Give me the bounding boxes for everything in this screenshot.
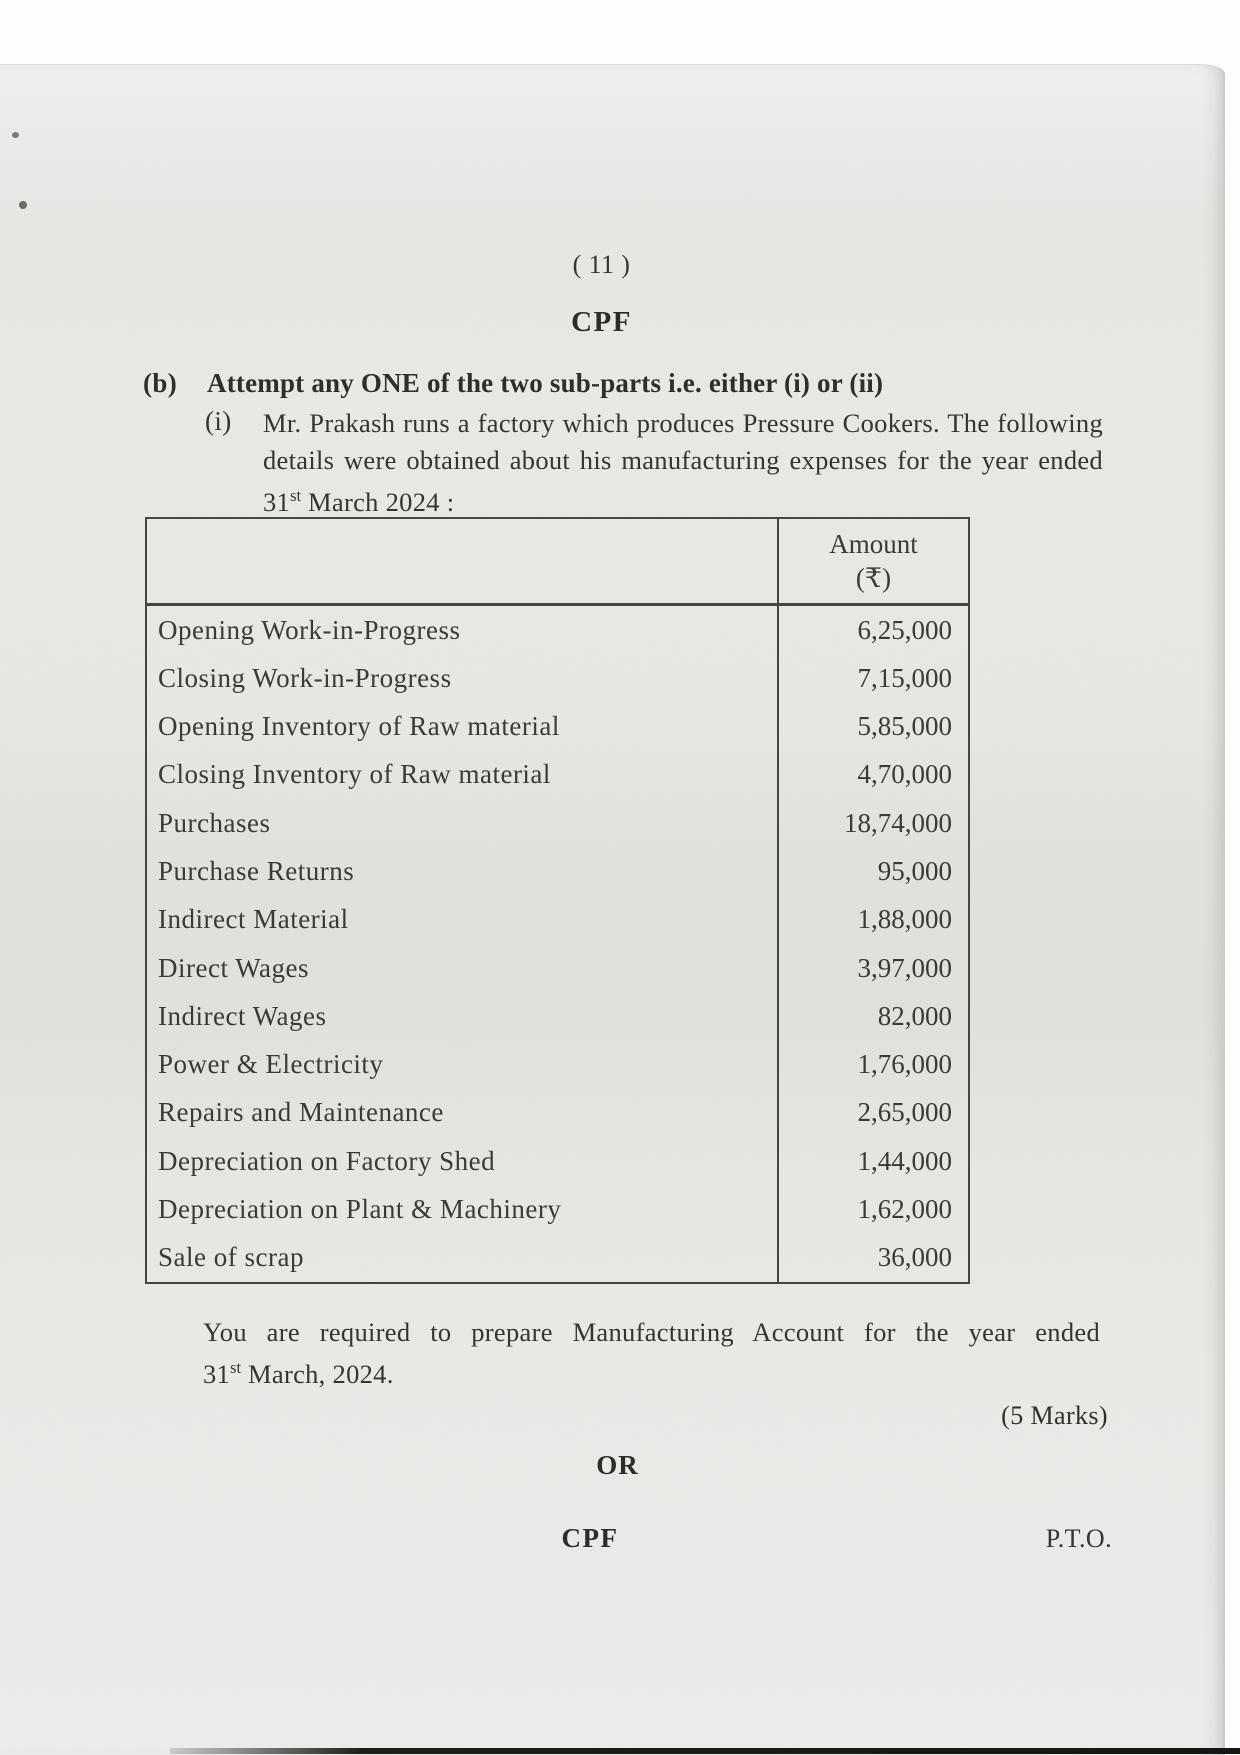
row-amount-value: 6,25,000 — [777, 606, 968, 654]
question-requirement-paragraph — [203, 1315, 1100, 1392]
table-row — [147, 847, 968, 895]
row-particular-label: Repairs and Maintenance — [158, 1097, 444, 1128]
or-divider: OR — [596, 1450, 639, 1480]
table-row — [147, 654, 968, 702]
paper-code-footer: CPF — [561, 1523, 619, 1553]
table-row — [147, 896, 968, 944]
row-amount-value: 3,97,000 — [777, 944, 968, 992]
page-number: ( 11 ) — [572, 250, 631, 279]
please-turn-over-label: P.T.O. — [1045, 1524, 1112, 1553]
row-particular-label: Power & Electricity — [158, 1049, 384, 1080]
row-particular-label: Purchase Returns — [158, 856, 355, 887]
intro-line-3 — [263, 478, 1103, 520]
table-header-amount-cell — [777, 519, 968, 603]
row-particular-label: Sale of scrap — [158, 1242, 304, 1273]
date-ordinal: st — [230, 1358, 242, 1377]
row-particular-label: Opening Inventory of Raw material — [158, 711, 560, 742]
row-amount-value: 5,85,000 — [777, 703, 968, 751]
scan-speck — [12, 132, 19, 138]
row-amount-value: 95,000 — [777, 847, 968, 895]
table-row — [147, 1137, 968, 1185]
question-intro-paragraph — [263, 405, 1103, 520]
intro-line-1: Mr. Prakash runs a factory which produces Pressure Cookers. The following — [263, 408, 1103, 438]
row-amount-value: 36,000 — [777, 1234, 968, 1282]
row-particular-label: Opening Work-in-Progress — [158, 614, 461, 645]
table-row — [147, 1185, 968, 1233]
row-amount-value: 7,15,000 — [777, 654, 968, 702]
table-row — [147, 944, 968, 992]
date-day: 31 — [263, 486, 291, 517]
row-amount-value: 4,70,000 — [777, 751, 968, 799]
row-particular-label: Purchases — [158, 807, 271, 838]
closing-line-1: You are required to prepare Manufacturing Account for the year ended — [203, 1317, 1100, 1347]
rupee-symbol-label: (₹) — [855, 563, 892, 593]
row-particular-label: Depreciation on Factory Shed — [158, 1145, 496, 1176]
table-row — [147, 703, 968, 751]
intro-line-2: details were obtained about his manufacturing expenses for the year ended — [263, 444, 1103, 475]
paper-code-header: CPF — [571, 306, 632, 338]
table-body — [147, 606, 968, 1282]
row-amount-value: 2,65,000 — [777, 1089, 968, 1137]
manufacturing-expenses-table — [145, 517, 970, 1284]
row-particular-label: Closing Inventory of Raw material — [158, 759, 551, 790]
subpart-label: (i) — [205, 406, 232, 436]
table-row — [147, 1234, 968, 1282]
question-part-heading: Attempt any ONE of the two sub-parts i.e. either (i) or (ii) — [207, 368, 884, 398]
closing-line-2 — [203, 1350, 1100, 1392]
row-particular-label: Closing Work-in-Progress — [158, 662, 452, 693]
row-amount-value: 18,74,000 — [777, 799, 968, 847]
table-row — [147, 992, 968, 1040]
row-amount-value: 1,88,000 — [777, 896, 968, 944]
row-particular-label: Direct Wages — [158, 952, 310, 983]
row-particular-label: Depreciation on Plant & Machinery — [158, 1194, 562, 1225]
table-header-particulars-cell — [147, 519, 777, 603]
row-amount-value: 1,44,000 — [777, 1137, 968, 1185]
row-particular-label: Indirect Wages — [158, 1000, 327, 1031]
date-day: 31 — [203, 1358, 231, 1389]
amount-header-label: Amount — [829, 529, 918, 559]
row-amount-value: 1,76,000 — [777, 1041, 968, 1089]
marks-note: (5 Marks) — [1001, 1401, 1108, 1430]
table-row — [147, 1041, 968, 1089]
table-row — [147, 751, 968, 799]
date-rest: March 2024 : — [308, 486, 455, 517]
row-amount-value: 82,000 — [777, 992, 968, 1040]
date-rest: March, 2024. — [248, 1358, 394, 1389]
table-row — [147, 799, 968, 847]
row-particular-label: Indirect Material — [158, 904, 349, 935]
scan-speck — [19, 201, 27, 209]
table-row — [147, 606, 968, 654]
date-ordinal: st — [290, 486, 302, 505]
table-header-row — [147, 519, 968, 606]
table-row — [147, 1089, 968, 1137]
question-part-label: (b) — [143, 368, 178, 398]
row-amount-value: 1,62,000 — [777, 1185, 968, 1233]
scan-bottom-edge-shadow — [170, 1748, 1240, 1754]
